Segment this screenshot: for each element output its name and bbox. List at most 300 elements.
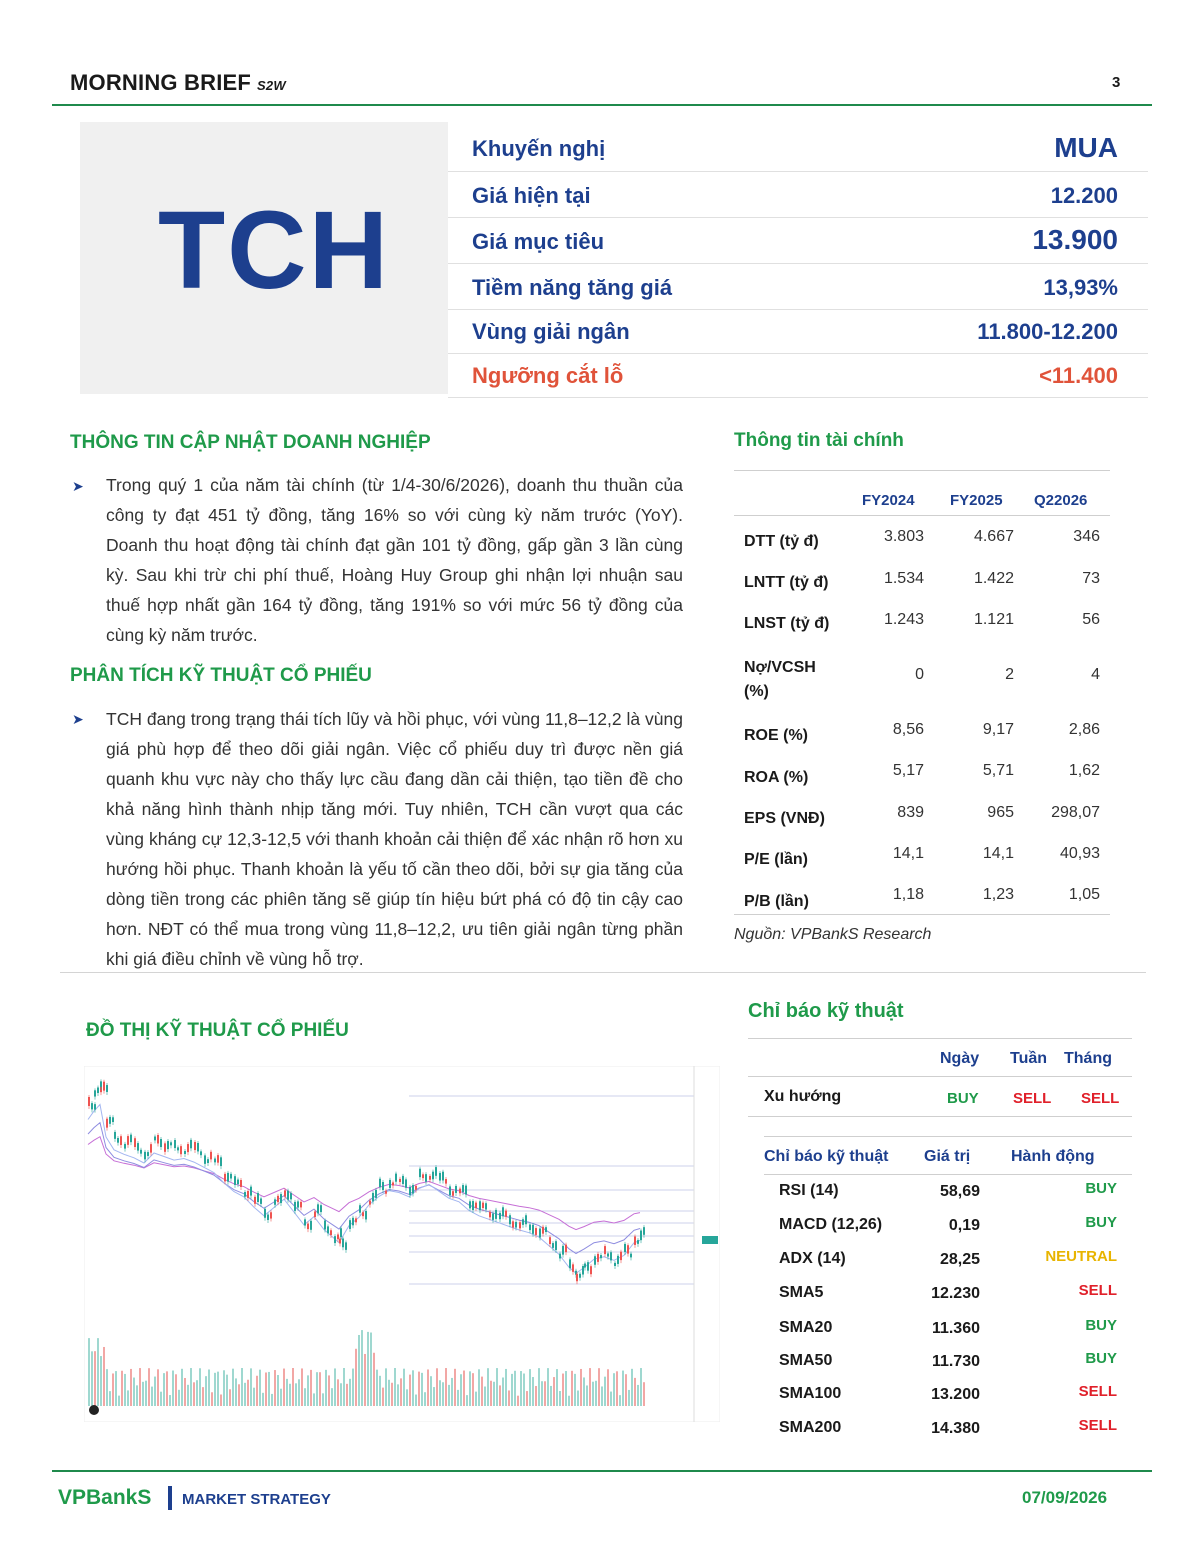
volume-bar	[184, 1378, 186, 1406]
volume-bar	[223, 1370, 225, 1406]
financial-cell: 9,17	[982, 721, 1014, 738]
candle-body	[535, 1228, 537, 1235]
volume-bar	[517, 1396, 519, 1406]
candle-body	[462, 1185, 464, 1192]
candle-body	[210, 1152, 212, 1160]
candle-body	[290, 1193, 292, 1199]
candle-body	[385, 1191, 387, 1194]
indicator-value: 11.360	[931, 1320, 980, 1337]
volume-bar	[304, 1388, 306, 1406]
volume-bar	[274, 1370, 276, 1406]
candle-body	[405, 1179, 407, 1187]
financial-cell: 1.243	[883, 611, 924, 628]
candle-body	[224, 1174, 226, 1182]
candle-body	[297, 1201, 299, 1207]
financial-cell: 346	[1073, 528, 1100, 545]
candle-body	[594, 1256, 596, 1265]
volume-bar	[298, 1379, 300, 1406]
candle-body	[362, 1212, 364, 1216]
financial-cell: 1.534	[883, 570, 924, 587]
candle-body	[254, 1197, 256, 1204]
volume-bar	[349, 1379, 351, 1406]
volume-bar	[373, 1353, 375, 1406]
volume-bar	[160, 1392, 162, 1406]
candle-body	[334, 1236, 336, 1243]
candle-body	[154, 1137, 156, 1141]
volume-bar	[586, 1385, 588, 1406]
candle-body	[565, 1245, 567, 1252]
indicator-action: BUY	[1085, 1317, 1117, 1334]
candle-body	[88, 1097, 90, 1106]
trend-signal: BUY	[947, 1090, 979, 1107]
candle-body	[630, 1254, 632, 1258]
footer-section: MARKET STRATEGY	[182, 1491, 331, 1508]
volume-bar	[280, 1389, 282, 1406]
candle-body	[97, 1087, 99, 1092]
candle-body	[147, 1152, 149, 1156]
volume-bar	[481, 1377, 483, 1406]
financial-row-label: P/E (lần)	[744, 851, 809, 868]
volume-bar	[505, 1369, 507, 1406]
volume-bar	[295, 1383, 297, 1406]
volume-bar	[352, 1369, 354, 1406]
volume-bar	[271, 1394, 273, 1406]
volume-bar	[103, 1347, 105, 1406]
table-bottom-rule	[734, 914, 1110, 915]
last-price-marker	[702, 1236, 718, 1244]
volume-bar	[544, 1381, 546, 1406]
volume-bar	[256, 1376, 258, 1406]
volume-bar	[337, 1379, 339, 1406]
financial-cell: 5,71	[982, 762, 1014, 779]
candle-body	[137, 1143, 139, 1151]
volume-bar	[229, 1389, 231, 1406]
indicator-name: SMA100	[779, 1385, 842, 1402]
candle-body	[317, 1204, 319, 1213]
indicator-action: BUY	[1085, 1180, 1117, 1197]
candle-body	[512, 1221, 514, 1227]
volume-bar	[163, 1373, 165, 1406]
candle-body	[340, 1228, 342, 1237]
volume-bar	[343, 1368, 345, 1406]
volume-bar	[562, 1374, 564, 1406]
candle-body	[634, 1237, 636, 1245]
candle-body	[134, 1138, 136, 1147]
candle-body	[489, 1212, 491, 1217]
volume-bar	[574, 1374, 576, 1406]
candle-body	[280, 1194, 282, 1203]
volume-bar	[487, 1368, 489, 1406]
volume-bar	[205, 1376, 207, 1406]
volume-bar	[364, 1354, 366, 1406]
candle-body	[542, 1227, 544, 1234]
candle-body	[579, 1274, 581, 1278]
volume-bar	[433, 1387, 435, 1406]
volume-bar	[553, 1377, 555, 1406]
financial-row-label: EPS (VNĐ)	[744, 810, 825, 827]
financial-cell: 56	[1082, 611, 1100, 628]
candle-body	[455, 1186, 457, 1193]
volume-bar	[535, 1386, 537, 1406]
price-chart	[84, 1066, 720, 1422]
volume-bar	[613, 1373, 615, 1406]
volume-bar	[346, 1384, 348, 1406]
volume-bar	[340, 1383, 342, 1406]
candle-body	[270, 1212, 272, 1218]
candle-body	[160, 1139, 162, 1147]
volume-bar	[370, 1333, 372, 1406]
candle-body	[545, 1227, 547, 1232]
volume-bar	[136, 1385, 138, 1406]
candle-body	[576, 1274, 578, 1281]
volume-bar	[634, 1378, 636, 1406]
candle-body	[522, 1219, 524, 1225]
volume-bar	[199, 1368, 201, 1406]
recommendation-label: Giá hiện tại	[472, 183, 591, 208]
volume-bar	[331, 1388, 333, 1406]
candle-body	[572, 1264, 574, 1271]
candle-body	[264, 1209, 266, 1218]
candle-body	[247, 1191, 249, 1198]
volume-bar	[640, 1368, 642, 1406]
candle-body	[234, 1176, 236, 1185]
trend-column-header: Ngày	[940, 1050, 980, 1067]
volume-bar	[406, 1389, 408, 1406]
trend-bottom-rule	[748, 1116, 1132, 1117]
candle-body	[637, 1240, 639, 1244]
chart-heading: ĐỒ THỊ KỸ THUẬT CỔ PHIẾU	[86, 1020, 349, 1041]
candle-body	[342, 1238, 344, 1247]
financial-cell: 3.803	[883, 528, 924, 545]
candle-body	[604, 1246, 606, 1254]
volume-bar	[133, 1378, 135, 1406]
footer-brand: VPBankS	[58, 1486, 152, 1509]
financial-row-label: DTT (tỷ đ)	[744, 533, 819, 550]
candle-body	[505, 1211, 507, 1217]
candle-body	[204, 1155, 206, 1163]
volume-bar	[601, 1386, 603, 1406]
candle-body	[217, 1155, 219, 1163]
volume-bar	[424, 1392, 426, 1406]
candle-body	[452, 1191, 454, 1196]
volume-bar	[628, 1390, 630, 1406]
volume-bar	[577, 1391, 579, 1406]
financial-cell: 1,62	[1068, 762, 1100, 779]
trend-header-rule	[748, 1076, 1132, 1077]
candle-body	[109, 1117, 111, 1124]
volume-bar	[214, 1373, 216, 1406]
candle-body	[569, 1259, 571, 1268]
volume-bar	[265, 1372, 267, 1406]
candle-body	[519, 1222, 521, 1228]
financial-row-label: LNTT (tỷ đ)	[744, 574, 829, 591]
candle-body	[140, 1150, 142, 1154]
volume-bar	[400, 1378, 402, 1406]
financial-row-label: P/B (lần)	[744, 893, 809, 910]
volume-bar	[382, 1388, 384, 1406]
candle-body	[349, 1220, 351, 1229]
candle-body	[267, 1215, 269, 1220]
volume-bar	[523, 1374, 525, 1406]
candle-body	[382, 1182, 384, 1190]
candle-body	[435, 1167, 437, 1176]
volume-bar	[253, 1388, 255, 1406]
analysis-paragraph: TCH đang trong trạng thái tích lũy và hồi phục, với vùng 11,8–12,2 là vùng giá phù hợp để theo dõi giải ngân. Việc cổ phiếu duy trì được nền giá quanh khu vực này cho thấy lực cầu đang dần cải thiện, tạo tiền đề cho khả năng hình thành nhịp tăng mới. Tuy nhiên, TCH cần vượt qua các vùng kháng cự 12,3-12,5 với thanh khoản cải thiện để xác nhận rõ hơn xu hướng hồi phục. Thanh khoản là yếu tố cần theo dõi, bởi sự gia tăng của dòng tiền trong các phiên tăng sẽ giúp tín hiệu bứt phá có độ tin cậy cao hơn. NĐT có thể mua trong vùng 11,8–12,2, ưu tiên giải ngân từng phần khi giá điều chỉnh về vùng hỗ trợ.	[106, 709, 683, 969]
financial-cell: 73	[1082, 570, 1100, 587]
volume-bar	[499, 1385, 501, 1406]
volume-bar	[268, 1372, 270, 1406]
indicator-column-header: Chỉ báo kỹ thuật	[764, 1148, 889, 1165]
candle-body	[157, 1135, 159, 1143]
candle-body	[114, 1132, 116, 1139]
candle-body	[307, 1224, 309, 1230]
volume-bar	[244, 1383, 246, 1406]
volume-bar	[598, 1368, 600, 1406]
trend-signal: SELL	[1013, 1090, 1052, 1107]
volume-bar	[259, 1370, 261, 1406]
candle-body	[539, 1228, 541, 1237]
volume-bar	[559, 1391, 561, 1406]
candle-body	[529, 1224, 531, 1230]
financial-cell: 4	[1091, 666, 1100, 683]
candle-body	[409, 1187, 411, 1195]
candle-body	[525, 1215, 527, 1224]
volume-bar	[319, 1372, 321, 1406]
volume-bar	[547, 1368, 549, 1406]
trend-column-header: Tuần	[1010, 1050, 1048, 1067]
volume-bar	[532, 1377, 534, 1406]
tech-heading: Chỉ báo kỹ thuật	[748, 1000, 904, 1022]
financial-cell: 1,18	[892, 886, 924, 903]
candle-body	[187, 1144, 189, 1152]
volume-bar	[277, 1375, 279, 1406]
trend-top-rule	[748, 1038, 1132, 1039]
volume-bar	[325, 1370, 327, 1406]
volume-bar	[457, 1390, 459, 1406]
volume-bar	[520, 1371, 522, 1406]
volume-bar	[412, 1370, 414, 1406]
volume-bar	[262, 1393, 264, 1406]
candle-body	[459, 1189, 461, 1194]
volume-bar	[451, 1378, 453, 1406]
tradingview-logo-icon	[89, 1405, 99, 1415]
candle-body	[419, 1169, 421, 1177]
candle-body	[597, 1254, 599, 1262]
volume-bar	[169, 1395, 171, 1406]
candle-body	[220, 1157, 222, 1166]
candle-body	[177, 1147, 179, 1150]
candle-body	[164, 1143, 166, 1151]
volume-bar	[625, 1374, 627, 1406]
indicator-action: BUY	[1085, 1214, 1117, 1231]
candle-body	[294, 1202, 296, 1211]
candle-body	[395, 1174, 397, 1182]
candle-body	[475, 1203, 477, 1208]
volume-bar	[361, 1330, 363, 1406]
candle-body	[620, 1252, 622, 1260]
volume-bar	[232, 1369, 234, 1406]
volume-bar	[409, 1375, 411, 1406]
volume-bar	[448, 1385, 450, 1406]
volume-bar	[529, 1369, 531, 1406]
volume-bar	[619, 1395, 621, 1406]
candle-body	[499, 1213, 501, 1219]
volume-bar	[496, 1368, 498, 1406]
candle-body	[532, 1225, 534, 1234]
recommendation-row	[448, 354, 1148, 398]
volume-bar	[436, 1368, 438, 1406]
indicator-name: SMA200	[779, 1419, 842, 1436]
volume-bar	[466, 1395, 468, 1406]
volume-bar	[358, 1335, 360, 1406]
candle-body	[244, 1192, 246, 1197]
financial-row-label: ROE (%)	[744, 727, 808, 744]
indicator-name: MACD (12,26)	[779, 1216, 883, 1233]
candle-body	[607, 1253, 609, 1256]
volume-bar	[460, 1374, 462, 1406]
financial-cell: 14,1	[982, 845, 1014, 862]
candle-body	[300, 1202, 302, 1208]
candle-body	[184, 1151, 186, 1154]
volume-bar	[121, 1371, 123, 1406]
candle-body	[445, 1179, 447, 1184]
volume-bar	[193, 1382, 195, 1406]
header-divider	[52, 104, 1152, 106]
volume-bar	[508, 1390, 510, 1406]
volume-bar	[100, 1356, 102, 1406]
candle-body	[425, 1174, 427, 1182]
financial-cell: 2	[1005, 666, 1014, 683]
candle-body	[124, 1144, 126, 1149]
volume-bar	[328, 1375, 330, 1406]
volume-bar	[502, 1377, 504, 1406]
candle-body	[240, 1180, 242, 1187]
volume-bar	[568, 1396, 570, 1406]
candle-body	[352, 1218, 354, 1225]
volume-bar	[643, 1382, 645, 1406]
recommendation-label: Ngưỡng cắt lỗ	[472, 363, 624, 388]
financial-heading: Thông tin tài chính	[734, 430, 904, 451]
financial-cell: 1.121	[973, 611, 1014, 628]
bullet-arrow-icon: ➤	[72, 711, 84, 727]
indicator-value: 12.230	[931, 1285, 980, 1302]
volume-bar	[610, 1392, 612, 1406]
candle-body	[207, 1159, 209, 1163]
candle-body	[399, 1179, 401, 1182]
candle-body	[106, 1085, 108, 1092]
candle-body	[502, 1207, 504, 1216]
candle-body	[304, 1219, 306, 1225]
volume-bar	[484, 1387, 486, 1406]
volume-bar	[145, 1381, 147, 1406]
candle-body	[327, 1226, 329, 1233]
candle-body	[485, 1203, 487, 1209]
candle-body	[482, 1203, 484, 1208]
indicator-action: SELL	[1078, 1417, 1117, 1434]
recommendation-row	[448, 128, 1148, 172]
financial-cell: 0	[915, 666, 924, 683]
financial-column-header: Q22026	[1034, 492, 1088, 509]
candle-body	[355, 1218, 357, 1222]
volume-bar	[388, 1380, 390, 1406]
indicator-action: SELL	[1078, 1282, 1117, 1299]
candle-body	[100, 1081, 102, 1086]
candle-body	[150, 1144, 152, 1152]
volume-bar	[202, 1387, 204, 1406]
table-top-rule	[734, 470, 1110, 471]
indicator-name: RSI (14)	[779, 1182, 839, 1199]
recommendation-value: 12.200	[1050, 183, 1118, 208]
candle-body	[230, 1174, 232, 1179]
indicator-value: 58,69	[939, 1183, 980, 1200]
candle-body	[250, 1187, 252, 1196]
recommendation-value: <11.400	[1039, 363, 1118, 388]
financial-row-label: LNST (tỷ đ)	[744, 615, 830, 632]
volume-bar	[418, 1372, 420, 1406]
candle-body	[214, 1159, 216, 1163]
volume-bar	[355, 1349, 357, 1406]
volume-bar	[91, 1351, 93, 1406]
recommendation-label: Vùng giải ngân	[472, 319, 630, 344]
volume-bar	[385, 1368, 387, 1406]
financial-cell: 298,07	[1051, 804, 1100, 821]
indicator-action: SELL	[1078, 1383, 1117, 1400]
volume-bar	[94, 1351, 96, 1406]
volume-bar	[286, 1379, 288, 1406]
candle-body	[465, 1186, 467, 1195]
volume-bar	[139, 1368, 141, 1406]
volume-bar	[394, 1368, 396, 1406]
volume-bar	[442, 1382, 444, 1406]
candle-body	[555, 1241, 557, 1250]
financial-cell: 965	[987, 804, 1014, 821]
candle-body	[94, 1104, 96, 1109]
volume-bar	[616, 1371, 618, 1406]
volume-bar	[367, 1332, 369, 1406]
bullet-arrow-icon: ➤	[72, 478, 84, 494]
volume-bar	[235, 1378, 237, 1406]
candle-body	[117, 1138, 119, 1143]
candle-body	[624, 1244, 626, 1252]
volume-bar	[217, 1372, 219, 1406]
volume-bar	[445, 1368, 447, 1406]
recommendation-row	[448, 310, 1148, 354]
volume-bar	[250, 1368, 252, 1406]
candle-body	[415, 1186, 417, 1190]
volume-bar	[541, 1381, 543, 1406]
volume-bar	[175, 1374, 177, 1406]
candle-body	[345, 1242, 347, 1249]
ticker-symbol: TCH	[157, 189, 391, 312]
candle-body	[324, 1221, 326, 1230]
indicator-value: 28,25	[939, 1251, 980, 1268]
candle-body	[492, 1214, 494, 1220]
volume-bar	[439, 1380, 441, 1406]
report-subtitle: S2W	[257, 78, 286, 93]
indicator-top-rule	[764, 1136, 1132, 1137]
volume-bar	[178, 1390, 180, 1406]
volume-bar	[109, 1391, 111, 1406]
indicator-name: SMA5	[779, 1284, 824, 1301]
recommendation-value: 13.900	[1032, 224, 1118, 255]
financial-column-header: FY2025	[950, 492, 1003, 509]
candle-body	[375, 1190, 377, 1198]
indicator-column-header: Hành động	[1011, 1148, 1095, 1165]
candle-body	[257, 1193, 259, 1202]
section-divider	[60, 972, 1146, 973]
volume-bar	[196, 1380, 198, 1406]
volume-bar	[556, 1369, 558, 1406]
